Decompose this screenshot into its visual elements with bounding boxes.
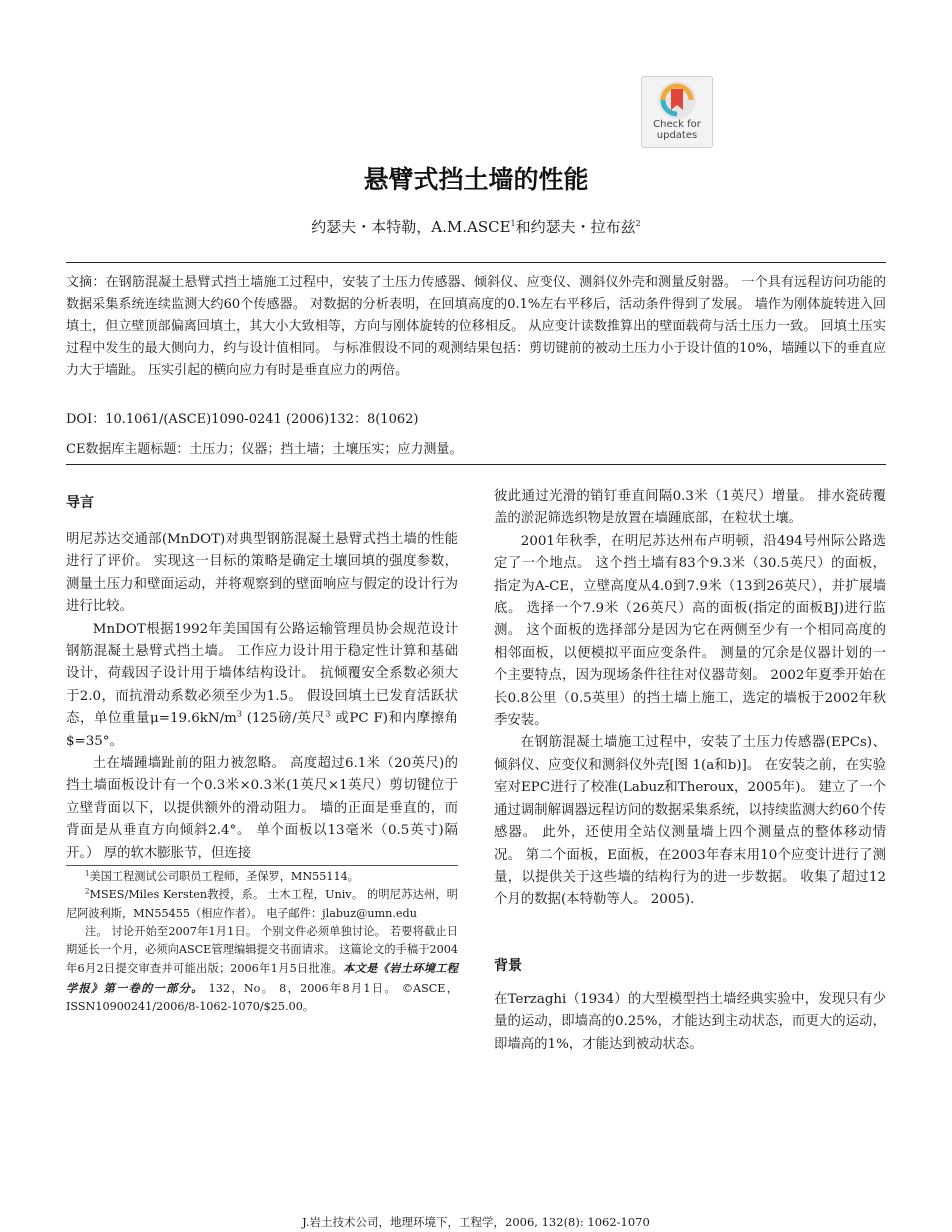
paragraph: MnDOT根据1992年美国国有公路运输管理员协会规范设计钢筋混凝土悬臂式挡土墙。 工作应力设计用于稳定性计算和基础设计，荷载因子设计用于墙体结构设计。 抗倾覆安全系数必须大于2.0，而抗滑动系数必须至少为1.5。 假设回填土已发育活跃状态，单位重量$\mu=19.6kN/m^3$ (125磅/英尺$^3$ 或PC F)和内摩擦角$=35°。: [66, 621, 458, 749]
badge-label: Check for updates: [653, 119, 701, 141]
publication-note: 注。 讨论开始至2007年1月1日。 个别文件必须单独讨论。 若要将截止日期延长一个月，必须向ASCE管理编辑提交书面请求。 这篇论文的手稿于2004年6月2日提交审查并可能出版；2006年1月5日批准。本文是《岩土环境工程学报》第一卷的一部分。 132，No。 8，2006年8月1日。 ©ASCE，ISSN10900241/2006/8-1062-1070/$25.00。: [66, 924, 458, 1014]
paragraph: 2001年秋季，在明尼苏达州布卢明顿，沿494号州际公路选定了一个地点。 这个挡土墙有83个9.3米（30.5英尺）的面板，指定为A-CE，立壁高度从4.0到7.9米（13到26英尺），并扩展墙底。 选择一个7.9米（26英尺）高的面板(指定的面板BJ)进行监测。 这个面板的选择部分是因为它在两侧至少有一个相同高度的相邻面板，以便模拟平面应变条件。 测量的冗余是仪器计划的一个主要特点，因为现场条件往往对仪器苛刻。 2002年夏季开始在长0.8公里（0.5英里）的挡土墙上施工，选定的墙板于2002年秋季安装。: [494, 533, 886, 729]
footnote-1: $^1$美国工程测试公司职员工程师，圣保罗，MN55114。: [85, 869, 359, 883]
top-divider: [66, 262, 886, 263]
left-column: [66, 529, 458, 865]
bookmark-icon: [657, 80, 697, 120]
check-for-updates-badge[interactable]: [641, 76, 713, 148]
abstract: 文摘：在钢筋混凝土悬臂式挡土墙施工过程中，安装了土压力传感器、倾斜仪、应变仪、测斜仪外壳和测量反射器。 一个具有远程访问功能的数据采集系统连续监测大约60个传感器。 对数据的分析表明，在回填高度的0.1%左右平移后，活动条件得到了发展。 墙作为刚体旋转进入回填土，但立壁顶部偏离回填土，其大小大致相等，方向与刚体旋转的位移相反。 从应变计读数推算出的壁面载荷与活土压力一致。 回填土压实过程中发生的最大侧向力，约与设计值相同。 与标准假设不同的观测结果包括：剪切键前的被动土压力小于设计值的10%，墙踵以下的垂直应力大于墙趾。 压实引起的横向应力有时是垂直应力的两倍。: [66, 275, 886, 378]
right-column-bottom: [494, 989, 886, 1056]
footnote-2: $^2$MSES/Miles Kersten教授，系。 土木工程，Univ。 的明尼苏达州，明尼阿波利斯，MN55455（相应作者）。 电子邮件：jlabuz@umn.edu: [66, 887, 458, 920]
subject-headings: CE数据库主题标题：土压力；仪器；挡土墙；土壤压实；应力测量。: [66, 442, 463, 457]
doi: DOI：10.1061/(ASCE)1090-0241 (2006)132：8(1062): [66, 412, 419, 427]
paper-title: 悬臂式挡土墙的性能: [363, 165, 589, 194]
paragraph: 土在墙踵墙趾前的阻力被忽略。 高度超过6.1米（20英尺)的挡土墙面板设计有一个0.3米×0.3米(1英尺×1英尺）剪切键位于立壁背面以下，以提供额外的滑动阻力。 墙的正面是垂直的，而背面是从垂直方向倾斜2.4°。 单个面板以13毫米（0.5英寸)隔开。） 厚的软木膨胀节，但连接: [66, 756, 458, 861]
footnote-divider: [66, 865, 458, 866]
paragraph: 在钢筋混凝土墙施工过程中，安装了土压力传感器(EPCs)、倾斜仪、应变仪和测斜仪外壳[图 1(a和b)]。 在安装之前，在实验室对EPC进行了校准(Labuz和Theroux，2005年)。 建立了一个通过调制解调器远程访问的数据采集系统，以持续监测大约60个传感器。 此外，还使用全站仪测量墙上四个测量点的整体移动情况。 第二个面板，E面板，在2003年春末用10个应变计进行了测量，以提供关于这些墙的结构行为的进一步数据。 收集了超过12个月的数据(本特勒等人。 2005).: [494, 735, 886, 908]
section-heading-introduction: 导言: [66, 495, 94, 511]
right-column-top: [494, 486, 886, 912]
journal-citation-footer: J.岩土技术公司，地理环境下，工程学，2006, 132(8): 1062-1070: [302, 1215, 650, 1229]
paragraph: 明尼苏达交通部(MnDOT)对典型钢筋混凝土悬臂式挡土墙的性能进行了评价。 实现这一目标的策略是确定土壤回填的强度参数，测量土压力和壁面运动，并将观察到的壁面响应与假定的设计行为进行比较。: [66, 532, 458, 615]
paragraph: 彼此通过光滑的销钉垂直间隔0.3米（1英尺）增量。 排水瓷砖覆盖的淤泥筛选织物是放置在墙踵底部，在粒状土壤。: [494, 489, 886, 527]
author-line: 约瑟夫・本特勒，A.M.ASCE$^1$和约瑟夫・拉布兹$^2$: [311, 218, 641, 236]
paragraph: 在Terzaghi（1934）的大型模型挡土墙经典实验中，发现只有少量的运动，即墙高的0.25%，才能达到主动状态，而更大的运动，即墙高的1%，才能达到被动状态。: [494, 992, 886, 1052]
footnotes: [66, 868, 458, 1016]
section-heading-background: 背景: [494, 958, 522, 974]
abstract-divider: [66, 464, 886, 465]
